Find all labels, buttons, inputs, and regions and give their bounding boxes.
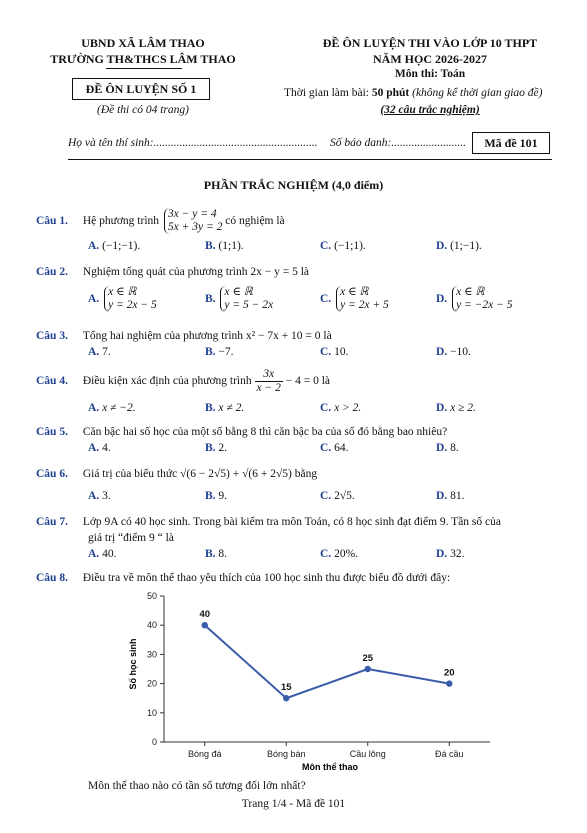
question-2-text: Nghiệm tổng quát của phương trình 2x − y = 5 là (82, 266, 310, 278)
x-tick-label: Cầu lông (349, 749, 386, 759)
question-7-option-d[interactable]: D. 32. (436, 548, 465, 560)
question-6-option-c[interactable]: C. 2√5. (320, 490, 355, 502)
x-tick-label: Đá cầu (434, 749, 464, 759)
question-8-text: Điều tra về môn thể thao yêu thích của 100 học sinh thu được biểu đồ dưới đây: (82, 572, 451, 584)
question-4-option-d[interactable]: D. x ≥ 2. (436, 402, 476, 414)
question-3-option-b[interactable]: B. −7. (205, 346, 234, 358)
question-2-option-b[interactable]: B. x ∈ ℝ y = 5 − 2x (205, 286, 274, 312)
question-5-option-a[interactable]: A. 4. (88, 442, 111, 454)
y-tick-label: 10 (146, 707, 157, 718)
data-point (365, 666, 371, 672)
question-1-option-a[interactable]: A. (−1;−1). (88, 240, 141, 252)
page-footer: Trang 1/4 - Mã đề 101 (241, 798, 346, 810)
candidate-name-field: Họ và tên thí sinh:......................................................... (68, 137, 318, 149)
y-tick-label: 40 (146, 620, 157, 631)
question-7-option-a[interactable]: A. 40. (88, 548, 117, 560)
question-5 (36, 426, 447, 438)
question-5-label: Câu 5. (36, 426, 68, 438)
question-3-option-c[interactable]: C. 10. (320, 346, 349, 358)
district-name: UBND XÃ LÂM THAO (81, 36, 205, 50)
data-point (446, 680, 452, 686)
question-2-option-a[interactable]: A. x ∈ ℝ y = 2x − 5 (88, 286, 157, 312)
question-6-text: Giá trị của biểu thức (82, 468, 178, 480)
question-5-option-d[interactable]: D. 8. (436, 442, 459, 454)
question-4-fraction: $\frac{3x}{x - 2}$ (256, 368, 281, 394)
question-6-option-d[interactable]: D. 81. (436, 490, 465, 502)
data-label: 40 (199, 609, 211, 621)
question-1-option-d[interactable]: D. (1;−1). (436, 240, 482, 252)
question-count: (32 câu trắc nghiệm) (380, 104, 480, 116)
question-6-expression: √(6 − 2√5) + √(6 + 2√5) (180, 468, 292, 480)
question-7-text: Lớp 9A có 40 học sinh. Trong bài kiểm tra môn Toán, có 8 học sinh đạt điểm 9. Tần số của (82, 516, 501, 528)
question-1-label: Câu 1. (36, 214, 68, 227)
y-tick-label: 50 (146, 591, 157, 601)
question-7-label: Câu 7. (36, 516, 68, 528)
question-4-option-b[interactable]: B. x ≠ 2. (205, 402, 245, 414)
question-3-text: Tổng hai nghiệm của phương trình x² − 7x + 10 = 0 là (82, 330, 332, 342)
y-tick-label: 0 (151, 737, 157, 747)
data-label: 25 (362, 653, 374, 664)
question-6: Câu 6. Giá trị của biểu thức √(6 − 2√5) + √(6 + 2√5) bằng (36, 468, 318, 480)
question-7-option-c[interactable]: C. 20%. (320, 548, 359, 560)
data-point (283, 695, 289, 701)
sports-line-chart (120, 588, 500, 774)
subject: Môn thi: Toán (394, 68, 466, 80)
x-tick-label: Bóng bàn (266, 749, 306, 759)
question-4-option-a[interactable]: A. x ≠ −2. (88, 402, 136, 414)
school-name: TRƯỜNG TH&THCS LÂM THAO (50, 52, 236, 66)
data-label: 15 (280, 682, 292, 694)
separator-line (68, 159, 552, 160)
question-6-label: Câu 6. (36, 468, 68, 480)
question-4-text: Điều kiện xác định của phương trình (82, 374, 252, 387)
question-2 (36, 266, 309, 278)
x-tick-label: Bóng đá (187, 749, 222, 759)
school-year: NĂM HỌC 2026-2027 (373, 52, 487, 66)
question-3-label: Câu 3. (36, 330, 68, 342)
question-5-text: Căn bậc hai số học của một số bằng 8 thì căn bậc ba của số đó bằng bao nhiêu? (82, 426, 448, 438)
question-8-label: Câu 8. (36, 572, 68, 584)
question-7-option-b[interactable]: B. 8. (205, 548, 228, 560)
exam-code: Mã đề 101 (484, 135, 538, 150)
question-6-option-b[interactable]: B. 9. (205, 490, 228, 502)
question-8-prompt: Môn thể thao nào có tần số tương đối lớn nhất? (88, 780, 306, 792)
question-8 (36, 572, 450, 584)
time-allowed: Thời gian làm bài: 50 phút (không kể thời gian giao đề) (284, 87, 543, 99)
question-1: Câu 1. Hệ phương trình 3x − y = 4 5x + 3y = 2 có nghiệm là (36, 208, 285, 234)
question-7-text-line2: giá trị “điểm 9 “ là (88, 532, 174, 544)
exam-number-label: ĐỀ ÔN LUYỆN SỐ 1 (85, 81, 197, 96)
series-line (205, 625, 450, 698)
question-5-option-b[interactable]: B. 2. (205, 442, 228, 454)
question-2-option-d[interactable]: D. x ∈ ℝ y = −2x − 5 (436, 286, 513, 312)
question-3-option-a[interactable]: A. 7. (88, 346, 111, 358)
question-2-label: Câu 2. (36, 266, 68, 278)
question-1-option-b[interactable]: B. (1;1). (205, 240, 244, 252)
candidate-id-field: Số báo danh:.......................... (330, 137, 467, 149)
question-6-option-a[interactable]: A. 3. (88, 490, 111, 502)
y-axis-label: Số học sinh (128, 638, 138, 690)
question-4-option-c[interactable]: C. x > 2. (320, 402, 362, 414)
header-left-underline (106, 68, 182, 69)
question-3 (36, 330, 332, 342)
exam-code-box (472, 132, 550, 154)
question-5-option-c[interactable]: C. 64. (320, 442, 349, 454)
question-4: Câu 4. Điều kiện xác định của phương trình $\frac{3x}{x - 2}$ − 4 = 0 là (36, 368, 331, 394)
question-1-text: Hệ phương trình (82, 214, 160, 227)
section-title: PHẦN TRẮC NGHIỆM (4,0 điểm) (203, 178, 384, 192)
y-tick-label: 30 (146, 649, 157, 660)
exam-title: ĐỀ ÔN LUYỆN THI VÀO LỚP 10 THPT (322, 36, 538, 50)
y-tick-label: 20 (146, 678, 157, 689)
question-3-option-d[interactable]: D. −10. (436, 346, 471, 358)
x-axis-label: Môn thể thao (302, 762, 358, 772)
question-2-option-c[interactable]: C. x ∈ ℝ y = 2x + 5 (320, 286, 389, 312)
question-1-option-c[interactable]: C. (−1;1). (320, 240, 366, 252)
pages-note: (Đề thi có 04 trang) (97, 104, 189, 116)
question-4-label: Câu 4. (36, 374, 68, 387)
data-point (202, 622, 208, 628)
question-7 (36, 516, 501, 528)
data-label: 20 (443, 667, 455, 679)
exam-number-box (72, 78, 210, 100)
question-1-system: 3x − y = 4 5x + 3y = 2 (164, 208, 222, 234)
